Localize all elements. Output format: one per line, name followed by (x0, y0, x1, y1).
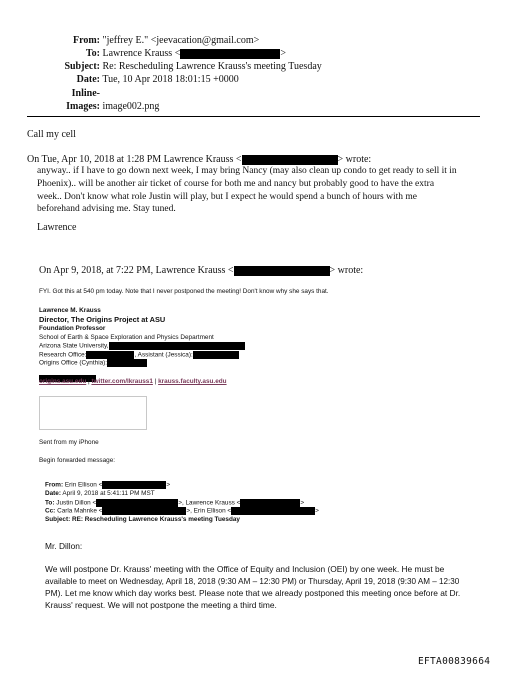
signature-research: Research Office: , Assistant (Jessica): (39, 351, 239, 360)
header-to-row (40, 47, 286, 60)
redaction-block (109, 342, 245, 350)
link-faculty[interactable]: krauss.faculty.asu.edu (158, 378, 227, 385)
signature-name: Lawrence M. Krauss (39, 307, 101, 314)
signature-univ: Arizona State University, (39, 342, 245, 351)
sent-from-iphone: Sent from my iPhone (39, 439, 99, 446)
header-divider (27, 116, 480, 117)
fwd-cc-row: Cc: Carla Mahnke < >, Erin Ellison < > (45, 507, 319, 515)
inline-image-placeholder (39, 396, 147, 430)
call-my-cell: Call my cell (27, 129, 76, 140)
redaction-block (240, 499, 300, 507)
redaction-block (180, 49, 280, 59)
header-subject-row (40, 60, 322, 73)
signature-title: Director, The Origins Project at ASU (39, 315, 166, 324)
from-label: From: (72, 35, 100, 46)
to-value: Lawrence Krauss < (102, 48, 181, 59)
signature-role: Foundation Professor (39, 325, 106, 332)
header-from-row (40, 34, 259, 47)
begin-forwarded: Begin forwarded message: (39, 457, 116, 464)
quote2-header (39, 264, 363, 277)
letter-salutation: Mr. Dillon: (45, 541, 83, 551)
from-value: "jeffrey E." <jeevacation@gmail.com> (102, 35, 260, 46)
redaction-block (107, 359, 147, 367)
fyi-text: FYI. Got this at 540 pm today. Note that I never postponed the meeting! Don't know why she says that. (39, 288, 329, 295)
signature-links: origins.asu.edu | twitter.com/lkrauss1 | krauss.faculty.asu.edu (39, 378, 227, 385)
inline-images-value: image002.png (102, 101, 160, 112)
quote2-wrote: > wrote: (329, 265, 364, 276)
link-origins[interactable]: origins.asu.edu (39, 378, 87, 385)
bates-number: EFTA00839664 (418, 656, 491, 667)
date-value: Tue, 10 Apr 2018 18:01:15 +0000 (102, 74, 239, 85)
to-label: To: (85, 48, 100, 59)
header-date-row (40, 73, 239, 86)
redaction-block (234, 266, 330, 276)
letter-line: Krauss' request. We will not postpone the meeting a third time. (45, 600, 277, 610)
quote1-line: week.. Don't know what role Justin will play, but I expect he would spend a bunch of hours with me (37, 191, 417, 202)
subject-label: Subject: (64, 61, 100, 72)
redaction-block (86, 351, 134, 359)
signoff: Lawrence (37, 222, 77, 233)
quote1-line: Phoenix).. will be another air ticket of course for both me and nancy but probably good to have the extra (37, 178, 435, 189)
subject-value: Re: Rescheduling Lawrence Krauss's meeting Tuesday (102, 61, 322, 72)
date-label: Date: (76, 74, 100, 85)
quote1-line: anyway.. if I have to go down next week, I may bring Nancy (may also clean up condo to get ready to sell it in (37, 166, 457, 176)
redaction-block (193, 351, 239, 359)
letter-line: PM). Let me know which day works best. Please note that we already postponed this meeting once before at Dr. (45, 588, 461, 598)
quote1-intro: On Tue, Apr 10, 2018 at 1:28 PM Lawrence Krauss < (27, 154, 242, 165)
link-twitter[interactable]: twitter.com/lkrauss1 (91, 378, 153, 385)
redaction-block (102, 481, 166, 489)
signature-dept: School of Earth & Space Exploration and Physics Department (39, 334, 214, 341)
fwd-to-row: To: Justin Dillon < >, Lawrence Krauss < > (45, 499, 305, 507)
quote2-intro: On Apr 9, 2018, at 7:22 PM, Lawrence Krauss < (39, 265, 234, 276)
letter-line: available to meet on Wednesday, April 18, 2018 (9:30 AM – 12:30 PM) or Thursday, April 19, 2018 (9:30 AM – 12:30 (45, 577, 460, 586)
fwd-from-row: From: Erin Ellison < > (45, 481, 171, 489)
quote1-wrote: > wrote: (337, 154, 372, 165)
fwd-subject-row: Subject: RE: Rescheduling Lawrence Krauss's meeting Tuesday (45, 516, 240, 523)
signature-origins-office: Origins Office (Cynthia): (39, 359, 147, 368)
letter-line: We will postpone Dr. Krauss' meeting with the Office of Equity and Inclusion (OEI) by one week. He must be (45, 564, 445, 574)
to-close: > (280, 48, 286, 59)
redaction-block (102, 507, 186, 515)
quote1-line: beforehand advising me. Stay tuned. (37, 204, 176, 215)
redaction-block (231, 507, 315, 515)
fwd-date-row: Date: April 9, 2018 at 5:41:11 PM MST (45, 490, 155, 497)
redaction-block (242, 155, 338, 165)
header-inline-row (40, 87, 159, 113)
inline-images-label: Inline-Images: (66, 88, 100, 112)
quote1-body (37, 165, 497, 216)
redaction-block (96, 499, 178, 507)
